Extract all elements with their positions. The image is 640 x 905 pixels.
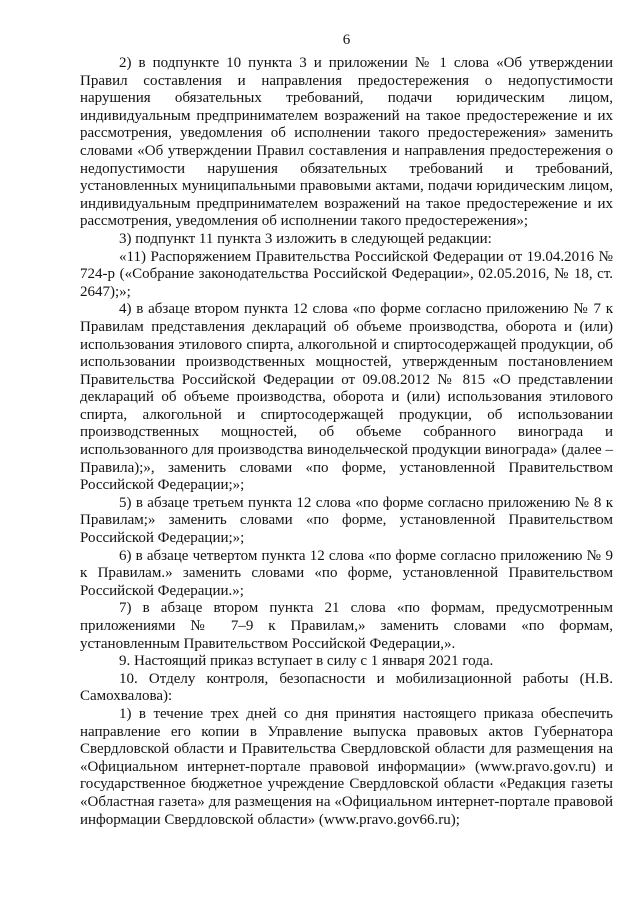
paragraph-clause-10-item-1-publication: 1) в течение трех дней со дня принятия настоящего приказа обеспечить направление его копии в Управление выпуска правовых актов Губернатора Свердловской области и Правительства Свердловской области для размещения на «Официальном интернет-портале правовой информации» (www.pravo.gov.ru) и государственное бюджетное учреждение Свердловской области «Редакция газеты «Областная газета» для размещения на «Официальном интернет-портале правовой информации Свердловской области» (www.pravo.gov66.ru);: [80, 705, 613, 828]
document-page: [80, 30, 613, 829]
paragraph-item-5-appendix-8: 5) в абзаце третьем пункта 12 слова «по форме согласно приложению № 8 к Правилам;» заменить словами «по форме, установленной Правительством Российской Федерации;»;: [80, 494, 613, 547]
page-number: 6: [342, 32, 351, 48]
paragraph-clause-10-department: 10. Отделу контроля, безопасности и мобилизационной работы (Н.В. Самохвалова):: [80, 670, 613, 705]
paragraph-item-4-declaration-form: 4) в абзаце втором пункта 12 слова «по форме согласно приложению № 7 к Правилам представления деклараций об объеме производства, оборота и (или) использования этилового спирта, алкогольной и спиртосодержащей продукции, об использовании производственных мощностей, утвержденным постановлением Правительства Российской Федерации от 09.08.2012 № 815 «О представлении деклараций об объеме производства, оборота и (или) использования этилового спирта, алкогольной и спиртосодержащей продукции, об использовании производственных мощностей, об объеме собранного винограда и использованного для производства винодельческой продукции винограда» (далее – Правила);», заменить словами «по форме, установленной Правительством Российской Федерации;»;: [80, 301, 613, 494]
paragraph-item-11-text: «11) Распоряжением Правительства Российской Федерации от 19.04.2016 № 724-р («Собрание законодательства Российской Федерации», 02.05.2016, № 18, ст. 2647);»;: [80, 248, 613, 300]
paragraph-item-7-appendices-7-9: 7) в абзаце втором пункта 21 слова «по формам, предусмотренным приложениями № 7–9 к Правилам,» заменить словами «по формам, установленным Правительством Российской Федерации,».: [80, 600, 613, 652]
paragraph-item-2-title-change: 2) в подпункте 10 пункта 3 и приложении № 1 слова «Об утверждении Правил составления и направления предостережения о недопустимости нарушения обязательных требований, подачи юридическим лицом, индивидуальным предпринимателем возражений на такое предостережение и их рассмотрения, уведомления об исполнении такого предостережения» заменить словами «Об утверждении Правил составления и направления предостережения о недопустимости нарушения обязательных требований и требований, установленных муниципальными правовыми актами, подачи юридическим лицом, индивидуальным предпринимателем возражений на такое предостережение и их рассмотрения, уведомления об исполнении такого предостережения»;: [80, 55, 613, 230]
paragraph-clause-9-effective-date: 9. Настоящий приказ вступает в силу с 1 января 2021 года.: [119, 653, 494, 670]
paragraph-item-6-appendix-9: 6) в абзаце четвертом пункта 12 слова «по форме согласно приложению № 9 к Правилам.» заменить словами «по форме, установленной Правительством Российской Федерации.»;: [80, 547, 613, 599]
paragraph-item-3-intro: 3) подпункт 11 пункта 3 изложить в следующей редакции:: [119, 230, 492, 247]
